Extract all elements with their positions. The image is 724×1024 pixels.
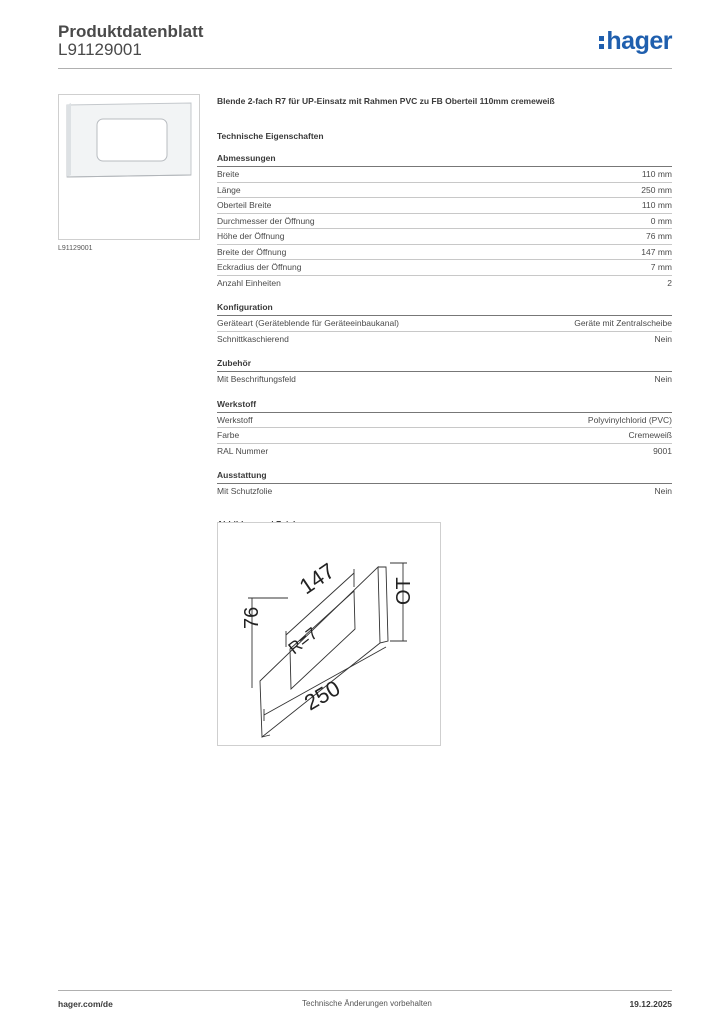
dim-width-label: 147 bbox=[294, 557, 340, 600]
table-row: RAL Nummer 9001 bbox=[217, 445, 672, 456]
section-title: Konfiguration bbox=[217, 302, 672, 316]
table-row: Schnittkaschierend Nein bbox=[217, 333, 672, 344]
dim-length-label: 250 bbox=[300, 675, 345, 716]
dimension-drawing-icon bbox=[218, 523, 440, 745]
table-row: Mit Beschriftungsfeld Nein bbox=[217, 374, 672, 384]
table-row: Werkstoff Polyvinylchlorid (PVC) bbox=[217, 413, 672, 429]
table-row: Höhe der Öffnung 76 mm bbox=[217, 229, 672, 245]
section-title: Abmessungen bbox=[217, 153, 672, 167]
table-row: Farbe Cremeweiß bbox=[217, 428, 672, 444]
product-image-icon bbox=[59, 95, 199, 239]
product-details bbox=[217, 96, 672, 529]
table-row: Mit Schutzfolie Nein bbox=[217, 486, 672, 496]
dim-ot-label: OT bbox=[393, 577, 415, 605]
dim-height-label: 76 bbox=[241, 606, 263, 629]
thumbnail-caption: L91129001 bbox=[58, 245, 93, 252]
footer-disclaimer: Technische Änderungen vorbehalten bbox=[302, 999, 432, 1008]
product-title: Blende 2-fach R7 für UP-Einsatz mit Rahmen PVC zu FB Oberteil 110mm cremeweiß bbox=[217, 96, 555, 106]
table-row: Durchmesser der Öffnung 0 mm bbox=[217, 214, 672, 230]
product-thumbnail[interactable] bbox=[58, 94, 200, 240]
table-row: Geräteart (Geräteblende für Geräteeinbaukanal) Geräte mit Zentralscheibe bbox=[217, 316, 672, 332]
section-title: Ausstattung bbox=[217, 470, 672, 484]
tech-properties-heading: Technische Eigenschaften bbox=[217, 131, 324, 141]
section-konfiguration bbox=[217, 302, 672, 346]
table-row: Breite 110 mm bbox=[217, 167, 672, 183]
product-code: L91129001 bbox=[58, 40, 142, 59]
footer-divider bbox=[58, 990, 672, 991]
logo-dots-icon bbox=[599, 33, 604, 52]
table-row: Oberteil Breite 110 mm bbox=[217, 198, 672, 214]
section-abmessungen bbox=[217, 153, 672, 290]
hager-logo[interactable] bbox=[599, 27, 672, 56]
section-werkstoff bbox=[217, 399, 672, 459]
section-title: Werkstoff bbox=[217, 399, 672, 413]
section-zubehoer bbox=[217, 358, 672, 387]
table-row: Breite der Öffnung 147 mm bbox=[217, 245, 672, 261]
footer-date: 19.12.2025 bbox=[629, 999, 672, 1009]
technical-drawing[interactable] bbox=[217, 522, 441, 746]
footer-website-link[interactable]: hager.com/de bbox=[58, 999, 113, 1009]
table-row: Anzahl Einheiten 2 bbox=[217, 277, 672, 288]
section-ausstattung bbox=[217, 470, 672, 499]
header-divider bbox=[58, 68, 672, 69]
dim-radius-label: R=7 bbox=[284, 623, 322, 659]
section-title: Zubehör bbox=[217, 358, 672, 372]
table-row: Eckradius der Öffnung 7 mm bbox=[217, 260, 672, 276]
table-row: Länge 250 mm bbox=[217, 183, 672, 199]
page-title: Produktdatenblatt bbox=[58, 22, 204, 41]
logo-text: hager bbox=[606, 27, 672, 55]
